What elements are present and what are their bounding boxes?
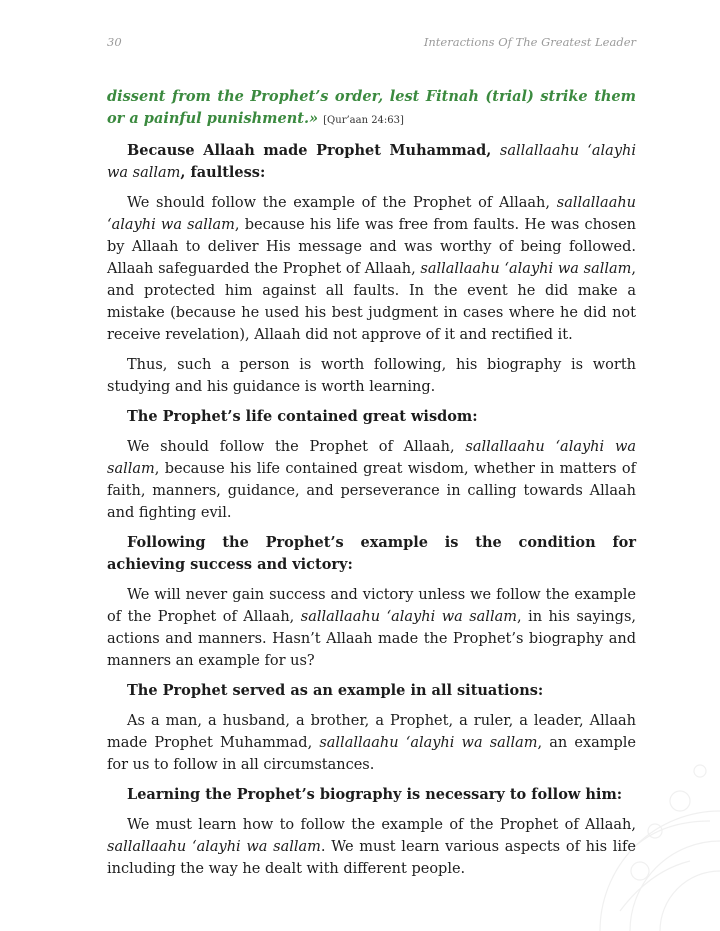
- salutation: sallallaahu ‘alayhi wa sallam: [107, 195, 637, 233]
- running-title: Interactions Of The Greatest Leader: [423, 35, 636, 49]
- paragraph-text: , and protected him against all faults. In the event he did make a mistake (because he used his best judgment in cases where he did not receive revelation), Allaah did not approve of it and rectified it.: [107, 261, 636, 343]
- section-heading-faultless: [107, 140, 636, 184]
- paragraph-text: As a man, a husband, a brother, a Prophet, a ruler, a leader, Allaah made Prophet Muhammad,: [107, 713, 636, 751]
- paragraph-text: , because his life was free from faults. He was chosen by Allaah to deliver His message and was worthy of being followed. Allaah safeguarded the Prophet of Allaah,: [107, 217, 637, 277]
- heading-text: , faultless:: [180, 164, 266, 181]
- page-content: [107, 86, 636, 888]
- page-number: 30: [107, 35, 122, 49]
- paragraph-success: [107, 584, 636, 672]
- paragraph-text: , because his life contained great wisdom, whether in matters of faith, manners, guidance, and perseverance in calling towards Allaah and fighting evil.: [107, 461, 636, 521]
- paragraph-text: We should follow the example of the Prophet of Allaah,: [127, 195, 551, 211]
- salutation: sallallaahu ‘alayhi wa sallam: [420, 261, 632, 277]
- salutation: sallallaahu ‘alayhi wa sallam: [107, 439, 636, 477]
- salutation: sallallaahu ‘alayhi wa sallam: [300, 609, 517, 625]
- salutation: sallallaahu ‘alayhi wa sallam: [107, 839, 321, 855]
- paragraph-biography: [107, 814, 636, 880]
- section-heading-example: The Prophet served as an example in all situations:: [127, 682, 544, 699]
- quran-quote: [107, 86, 636, 132]
- paragraph-wisdom: [107, 436, 636, 524]
- paragraph-text: We will never gain success and victory unless we follow the example of the Prophet of Allaah,: [107, 587, 636, 625]
- floral-ornament-decoration: [560, 671, 720, 931]
- paragraph-faultless: [107, 192, 636, 346]
- quote-text: dissent from the Prophet’s order, lest Fitnah (trial) strike them or a painful punishment.»: [107, 88, 636, 127]
- paragraph-text: , an example for us to follow in all circumstances.: [107, 735, 637, 773]
- paragraph-worth-following: Thus, such a person is worth following, his biography is worth studying and his guidance is worth learning.: [107, 357, 636, 395]
- paragraph-text: . We must learn various aspects of his life including the way he dealt with different people.: [107, 839, 636, 877]
- salutation: sallallaahu ‘alayhi wa sallam: [319, 735, 538, 751]
- page-header: [107, 35, 636, 49]
- paragraph-example: [107, 710, 636, 776]
- section-heading-wisdom: The Prophet’s life contained great wisdom:: [127, 408, 478, 425]
- section-heading-biography: Learning the Prophet’s biography is necessary to follow him:: [127, 786, 623, 803]
- heading-text: Because Allaah made Prophet Muhammad,: [127, 142, 492, 159]
- paragraph-text: We should follow the Prophet of Allaah,: [127, 439, 455, 455]
- paragraph-text: We must learn how to follow the example of the Prophet of Allaah,: [127, 817, 636, 833]
- section-heading-success: Following the Prophet’s example is the condition for achieving success and victory:: [107, 534, 636, 573]
- salutation: sallallaahu ‘alayhi wa sallam: [107, 143, 636, 181]
- quote-reference: [Qur’aan 24:63]: [323, 115, 404, 126]
- paragraph-text: , in his sayings, actions and manners. Hasn’t Allaah made the Prophet’s biography and manners an example for us?: [107, 609, 637, 669]
